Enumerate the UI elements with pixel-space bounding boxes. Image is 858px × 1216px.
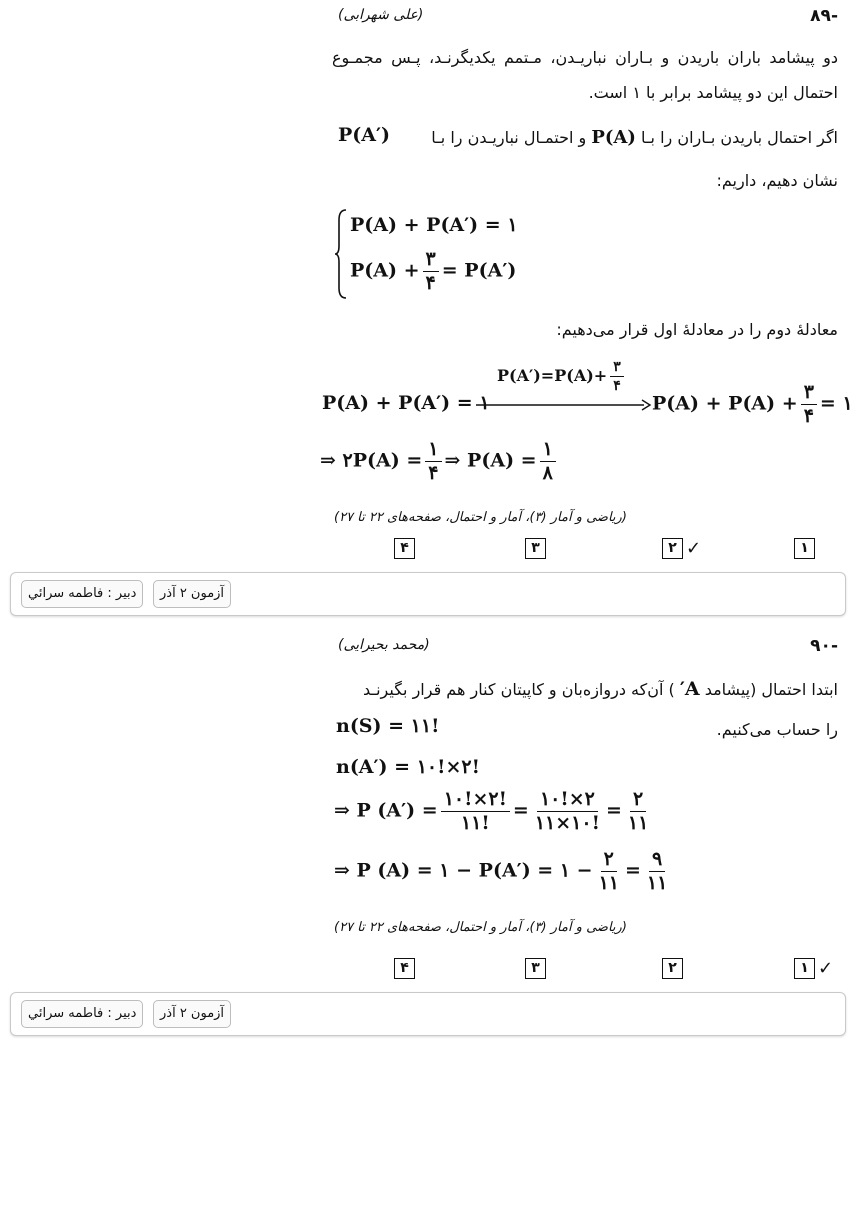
- text: ابتدا احتمال (پیشامد: [704, 680, 838, 699]
- option-3[interactable]: [525, 958, 546, 979]
- question-text-line: نشان دهیم، داریم:: [716, 171, 838, 190]
- fraction-den: ۱۱: [646, 872, 668, 894]
- fraction-num: ۳: [801, 383, 817, 405]
- fraction-den: ۸: [542, 462, 553, 484]
- arrow-label-text: P(A′)=P(A)+: [497, 366, 608, 385]
- option-3[interactable]: [525, 538, 546, 559]
- exam-chip[interactable]: آزمون ۲ آذر: [153, 1000, 231, 1028]
- check-icon: ✓: [818, 957, 834, 979]
- option-box: ۲: [662, 538, 683, 559]
- equation-2: [350, 250, 516, 293]
- fraction-num: ۹: [649, 850, 665, 872]
- math-ap: A′: [679, 678, 700, 700]
- source-reference: (ریاضی و آمار (۳)، آمار و احتمال، صفحه‌های ۲۲ تا ۲۷): [334, 510, 627, 525]
- info-bar: [10, 992, 846, 1036]
- option-2-correct[interactable]: [662, 538, 701, 559]
- fraction-den: ۴: [613, 378, 621, 394]
- question-number: -۹۰: [810, 636, 838, 656]
- fraction: [610, 360, 624, 393]
- fraction-den: ۱۱: [598, 872, 619, 894]
- eq-part: ⇒ ۲P(A) =: [320, 449, 423, 472]
- fraction-num: ۱: [425, 440, 441, 462]
- fraction-num: ۲: [601, 850, 617, 872]
- question-author: (علی شهرابی): [338, 7, 424, 23]
- brace-icon: [334, 208, 348, 300]
- option-box: ۲: [662, 958, 683, 979]
- question-text-line: [332, 120, 838, 155]
- fraction: [423, 250, 439, 293]
- teacher-chip[interactable]: دبیر : فاطمه سرائي: [21, 580, 143, 608]
- fraction: [644, 850, 670, 893]
- ns-equation: n(S) = ۱۱!: [336, 715, 440, 737]
- eq-part: ⇒ P (A′) =: [334, 799, 438, 822]
- question-text-line: [332, 672, 838, 707]
- question-number: -۸۹: [810, 6, 838, 26]
- eq-part: P(A) + P(A) +: [652, 392, 798, 415]
- fraction: [596, 850, 622, 893]
- question-text-line: معادلهٔ دوم را در معادلهٔ اول قرار می‌دهیم:: [556, 320, 838, 339]
- option-box: ۴: [394, 958, 415, 979]
- fraction-num: ۱۰!×۲!: [441, 790, 510, 812]
- check-icon: ✓: [686, 537, 702, 559]
- text: ) آن‌که دروازه‌بان و کاپیتان کنار هم قرار بگیرنـد: [363, 680, 675, 699]
- text: و احتمـال نباریـدن را بـا: [431, 128, 587, 147]
- fraction: [532, 790, 603, 833]
- fraction-den: ۴: [428, 462, 439, 484]
- arrow-icon: [476, 398, 652, 412]
- arrow-label: [497, 360, 627, 393]
- fraction-den: ۴: [803, 405, 814, 427]
- option-4[interactable]: [394, 958, 415, 979]
- equation-1: P(A) + P(A′) = ۱: [350, 214, 518, 236]
- eq-part: = ۱: [819, 392, 853, 415]
- fraction: [441, 790, 510, 833]
- pap-equation: ⇒ P (A′) = $\frac{۱۰!\times ۲!}{۱۱!}$ = $\frac{۱۰!\times ۲}{۱۱\times ۱۰!}$ = $\frac{۲}{۱۱}$: [334, 790, 654, 833]
- option-1-correct[interactable]: [794, 958, 833, 979]
- option-1[interactable]: [794, 538, 815, 559]
- fraction-den: ۱۱×۱۰!: [534, 812, 600, 834]
- math-pap: P(A′): [338, 124, 391, 146]
- source-reference: (ریاضی و آمار (۳)، آمار و احتمال، صفحه‌های ۲۲ تا ۲۷): [334, 920, 627, 935]
- fraction-num: ۱: [540, 440, 556, 462]
- result-equation: [320, 440, 559, 483]
- option-box: ۱: [794, 538, 815, 559]
- info-bar: [10, 572, 846, 616]
- eq-part: P(A) +: [350, 259, 420, 282]
- fraction: [625, 790, 651, 833]
- substitution-right: [652, 383, 853, 426]
- option-box: ۴: [394, 538, 415, 559]
- question-text-line: را حساب می‌کنیم.: [716, 720, 838, 739]
- fraction-den: ۴: [425, 272, 436, 294]
- pa-equation: ⇒ P (A) = ۱ − P(A′) = ۱ − $\frac{۲}{۱۱}$ = $\frac{۹}{۱۱}$: [334, 850, 673, 893]
- fraction: [540, 440, 556, 483]
- substitution-left: P(A) + P(A′) = ۱: [322, 392, 490, 414]
- fraction: [425, 440, 441, 483]
- fraction-num: ۱۰!×۲: [537, 790, 598, 812]
- option-2[interactable]: [662, 958, 683, 979]
- fraction-den: ۱۱!: [460, 812, 490, 834]
- option-box: ۱: [794, 958, 815, 979]
- exam-chip[interactable]: آزمون ۲ آذر: [153, 580, 231, 608]
- fraction-num: ۲: [630, 790, 646, 812]
- text: اگر احتمال باریدن بـاران را بـا: [640, 128, 838, 147]
- fraction-num: ۳: [423, 250, 439, 272]
- nap-equation: n(A′) = ۱۰!×۲!: [336, 756, 480, 778]
- fraction: [801, 383, 817, 426]
- question-text: دو پیشامد باران باریدن و بـاران نباریـدن، مـتمم یکدیگرنـد، پـس مجمـوع احتمال این دو پیشامد برابر با ۱ است.: [332, 48, 838, 102]
- question-author: (محمد بحیرایی): [338, 637, 430, 653]
- fraction-num: ۳: [610, 360, 624, 377]
- option-4[interactable]: [394, 538, 415, 559]
- eq-part: ⇒ P(A) =: [444, 449, 537, 472]
- eq-part: ⇒ P (A) = ۱ − P(A′) = ۱ −: [334, 859, 593, 882]
- eq-part: = P(A′): [441, 259, 517, 282]
- fraction-den: ۱۱: [627, 812, 649, 834]
- option-box: ۳: [525, 538, 546, 559]
- teacher-chip[interactable]: دبیر : فاطمه سرائي: [21, 1000, 143, 1028]
- option-box: ۳: [525, 958, 546, 979]
- math-pa: P(A): [591, 127, 636, 148]
